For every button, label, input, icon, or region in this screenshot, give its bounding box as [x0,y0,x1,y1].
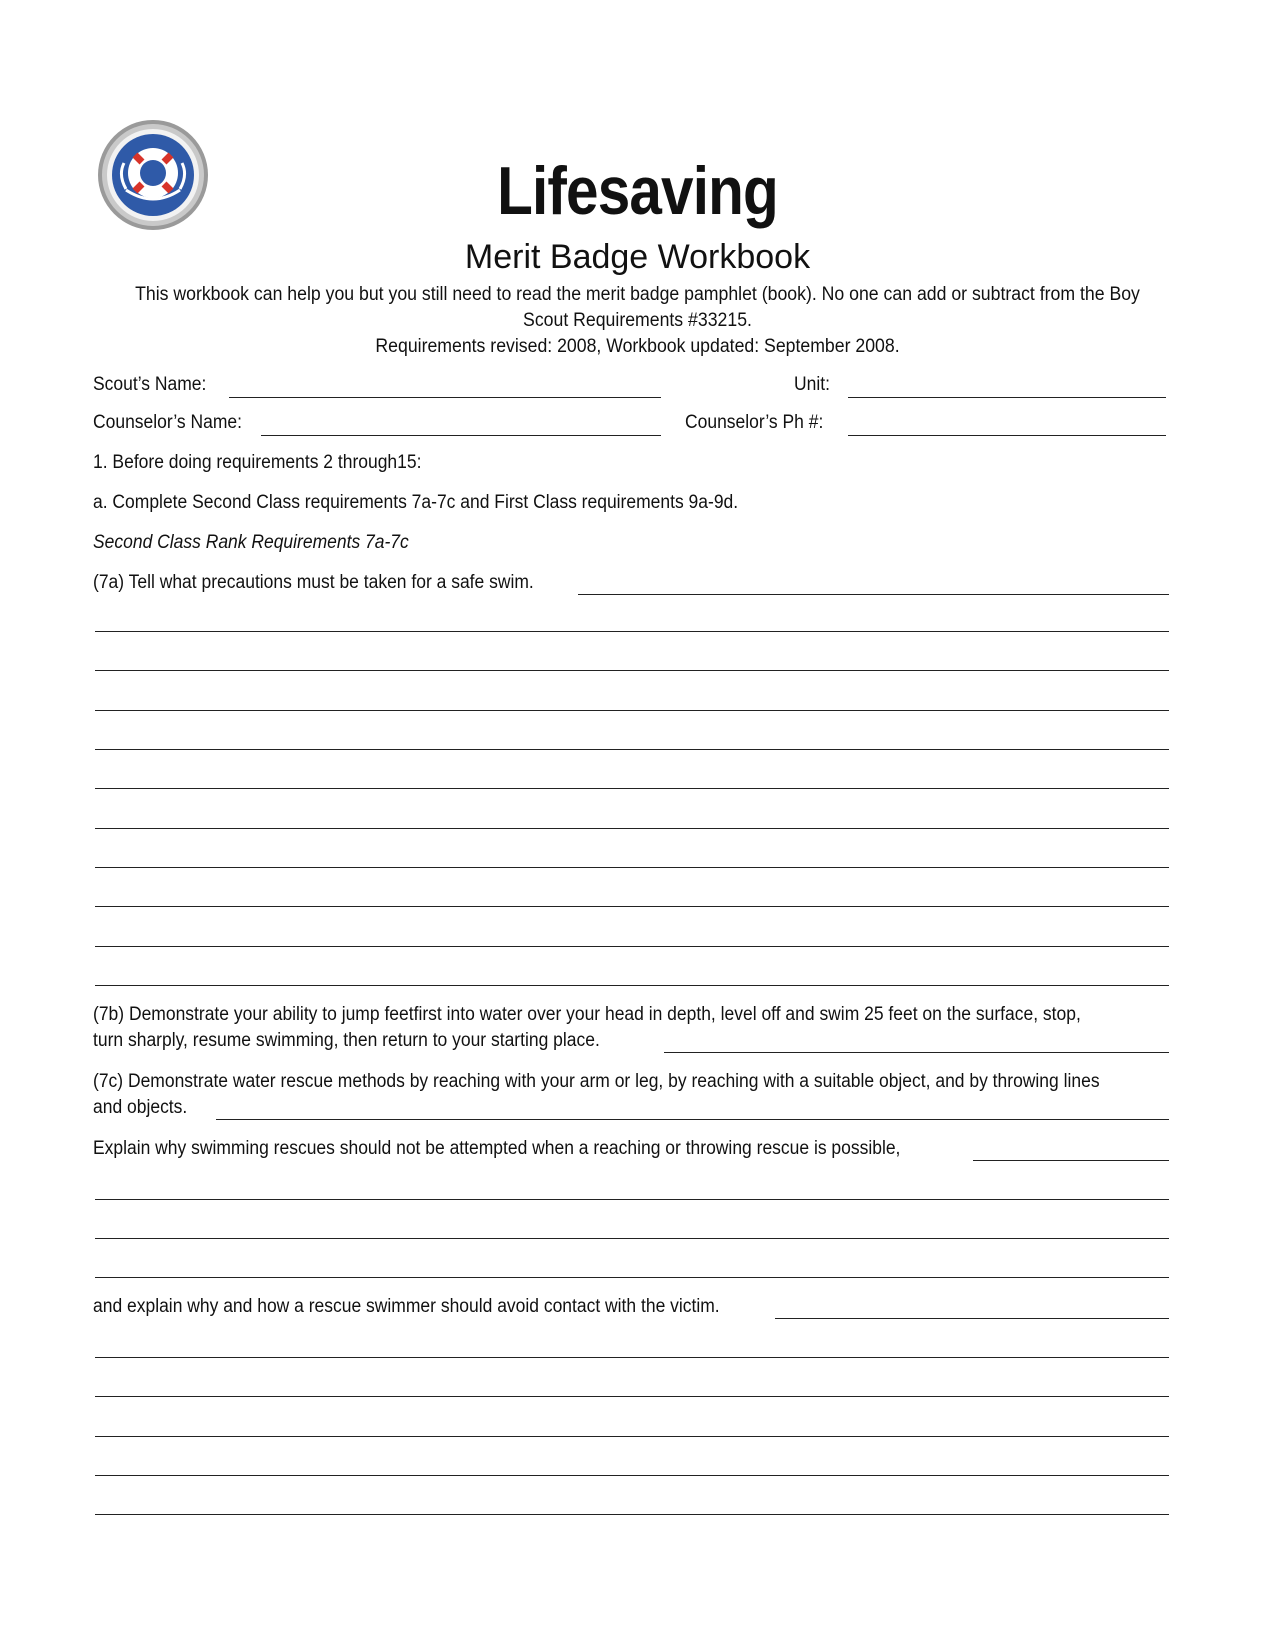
unit-field[interactable] [848,397,1166,398]
answer-line[interactable] [95,788,1169,789]
counselor-name-label: Counselor’s Name: [93,412,242,433]
requirement-1a: a. Complete Second Class requirements 7a-7c and First Class requirements 9a-9d. [93,492,739,513]
answer-line-7a-first[interactable] [578,594,1169,595]
requirement-7c-line-1: (7c) Demonstrate water rescue methods by reaching with your arm or leg, by reaching with a suitable object, and by throwing lines [93,1071,1100,1092]
answer-line[interactable] [95,1514,1169,1515]
explain-swimming-rescues: Explain why swimming rescues should not be attempted when a reaching or throwing rescue is possible, [93,1138,901,1159]
second-class-heading: Second Class Rank Requirements 7a-7c [93,532,409,553]
unit-label: Unit: [794,374,830,395]
answer-line-explain-first[interactable] [973,1160,1169,1161]
requirement-7c-line-2: and objects. [93,1097,188,1118]
answer-line-7b[interactable] [664,1052,1169,1053]
answer-line[interactable] [95,985,1169,986]
answer-line[interactable] [95,1396,1169,1397]
answer-line[interactable] [95,1277,1169,1278]
answer-line[interactable] [95,1475,1169,1476]
revision-note: Requirements revised: 2008, Workbook updated: September 2008. [375,336,900,357]
answer-line[interactable] [95,631,1169,632]
explain-avoid-contact: and explain why and how a rescue swimmer should avoid contact with the victim. [93,1296,720,1317]
counselor-phone-field[interactable] [848,435,1166,436]
answer-line[interactable] [95,749,1169,750]
answer-line[interactable] [95,1238,1169,1239]
answer-line[interactable] [95,867,1169,868]
scout-name-field[interactable] [229,397,661,398]
counselor-name-field[interactable] [261,435,661,436]
intro-line-1: This workbook can help you but you still need to read the merit badge pamphlet (book). No one can add or subtract from the Boy [135,284,1140,305]
answer-line[interactable] [95,946,1169,947]
answer-line[interactable] [95,1436,1169,1437]
requirement-7b-line-2: turn sharply, resume swimming, then return to your starting place. [93,1030,600,1051]
answer-line[interactable] [95,1357,1169,1358]
intro-text [128,282,1146,334]
answer-line[interactable] [95,828,1169,829]
answer-line[interactable] [95,1199,1169,1200]
answer-line[interactable] [95,670,1169,671]
answer-line-7c[interactable] [216,1119,1169,1120]
scout-name-label: Scout’s Name: [93,374,207,395]
answer-line[interactable] [95,906,1169,907]
counselor-phone-label: Counselor’s Ph #: [685,412,824,433]
requirement-7b-line-1: (7b) Demonstrate your ability to jump feetfirst into water over your head in depth, level off and swim 25 feet on the surface, stop, [93,1004,1081,1025]
answer-line[interactable] [95,710,1169,711]
requirement-1: 1. Before doing requirements 2 through15: [93,452,422,473]
page-subtitle: Merit Badge Workbook [464,238,811,276]
requirement-7a: (7a) Tell what precautions must be taken for a safe swim. [93,572,534,593]
page-title: Lifesaving [497,153,778,229]
intro-line-2: Scout Requirements #33215. [523,310,752,331]
answer-line-contact-first[interactable] [775,1318,1169,1319]
